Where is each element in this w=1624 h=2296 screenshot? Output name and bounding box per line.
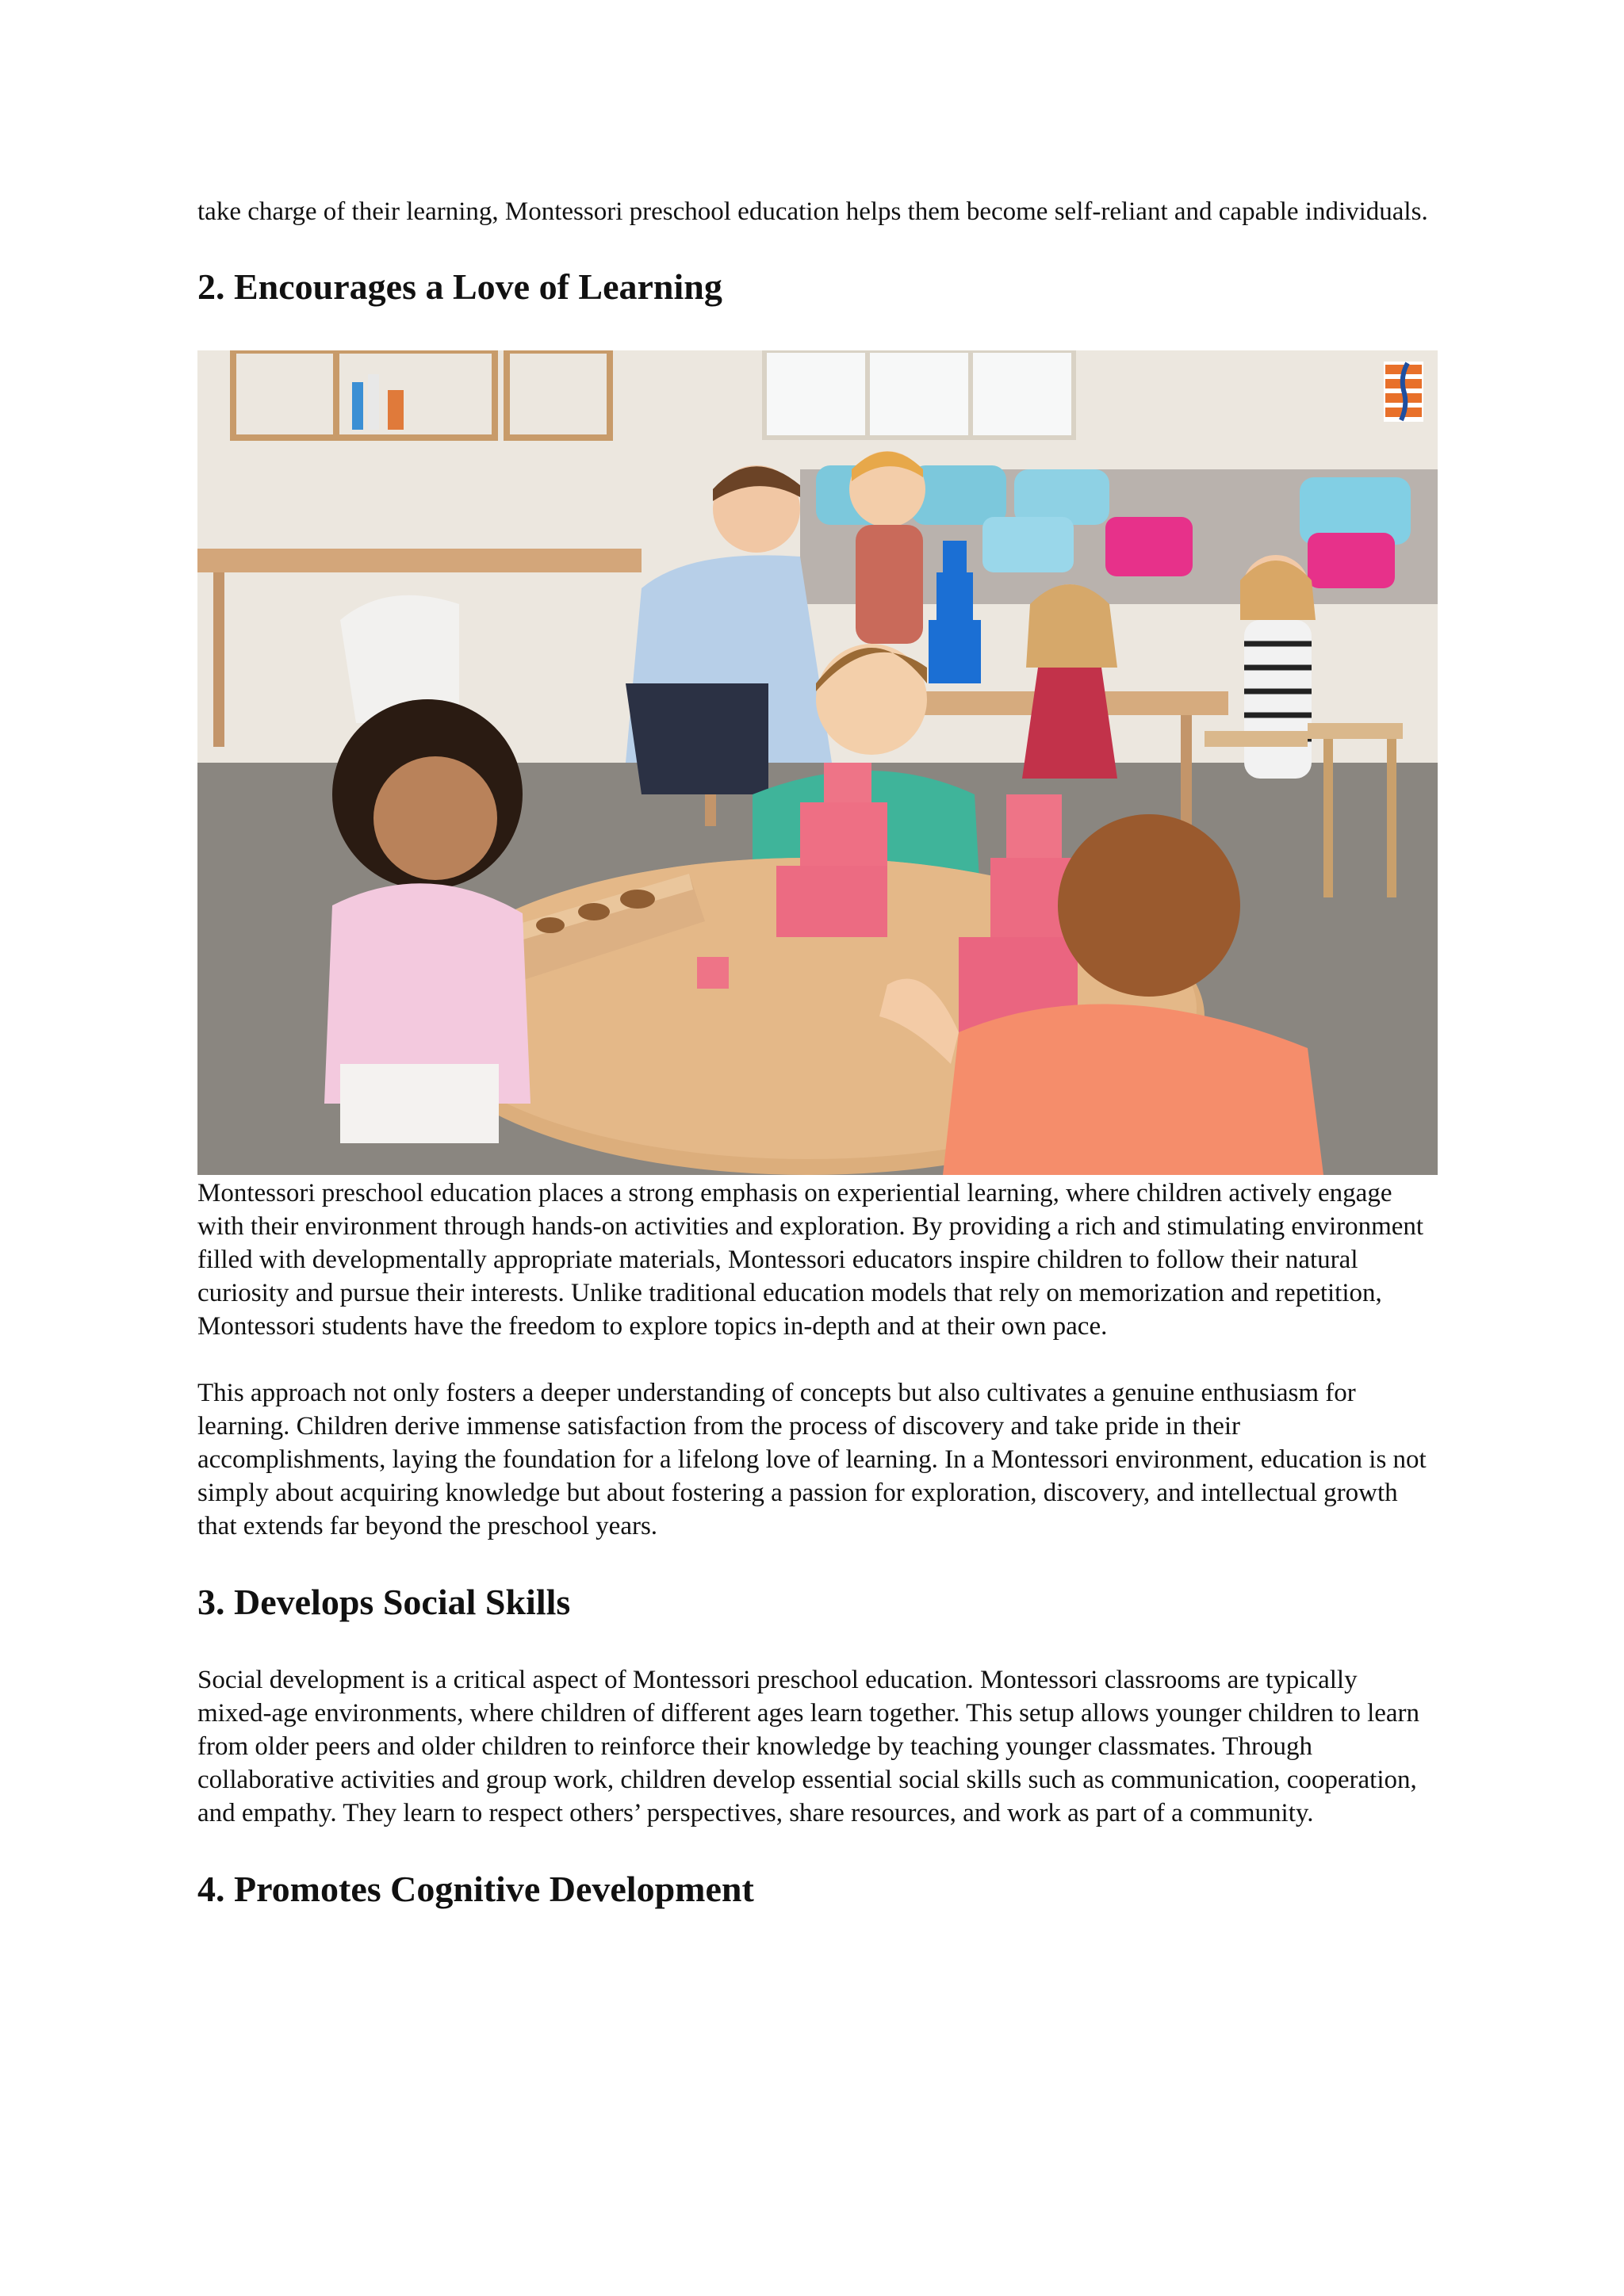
section-heading-cognitive-development: 4. Promotes Cognitive Development <box>197 1869 754 1909</box>
brand-logo-icon <box>1384 362 1423 422</box>
section-heading-love-of-learning: 2. Encourages a Love of Learning <box>197 266 722 307</box>
section2-paragraph-2: This approach not only fosters a deeper understanding of concepts but also cultivates a genuine enthusiasm for learning. Children derive immense satisfaction from the process of discovery and take pride in their accomplishments, laying the foundation for a lifelong love of learning. In a Montessori environment, education is not simply about acquiring knowledge but about fostering a passion for exploration, discovery, and intellectual growth that extends far beyond the preschool years. <box>197 1379 1427 1540</box>
section2-paragraph-1: Montessori preschool education places a strong emphasis on experiential learning, where children actively engage with their environment through hands-on activities and exploration. By providing a rich and stimulating environment filled with developmentally appropriate materials, Montessori educators inspire children to follow their natural curiosity and pursue their interests. Unlike traditional education models that rely on memorization and repetition, Montessori students have the freedom to explore topics in-depth and at their own pace. <box>197 1179 1424 1341</box>
section-heading-social-skills: 3. Develops Social Skills <box>197 1582 571 1622</box>
section3-paragraph-1: Social development is a critical aspect of Montessori preschool education. Montessori classrooms are typically mixed-age environments, where children of different ages learn together. This setup allows younger children to learn from older peers and older children to reinforce their knowledge by teaching younger classmates. Through collaborative activities and group work, children develop essential social skills such as communication, cooperation, and empathy. They learn to respect others’ perspectives, share resources, and work as part of a community. <box>197 1666 1420 1827</box>
document-page <box>197 195 1434 1911</box>
classroom-photo <box>197 350 1438 1175</box>
intro-paragraph: take charge of their learning, Montessori preschool education helps them become self-reliant and capable individuals. <box>197 197 1428 226</box>
classroom-illustration <box>197 350 1438 1175</box>
